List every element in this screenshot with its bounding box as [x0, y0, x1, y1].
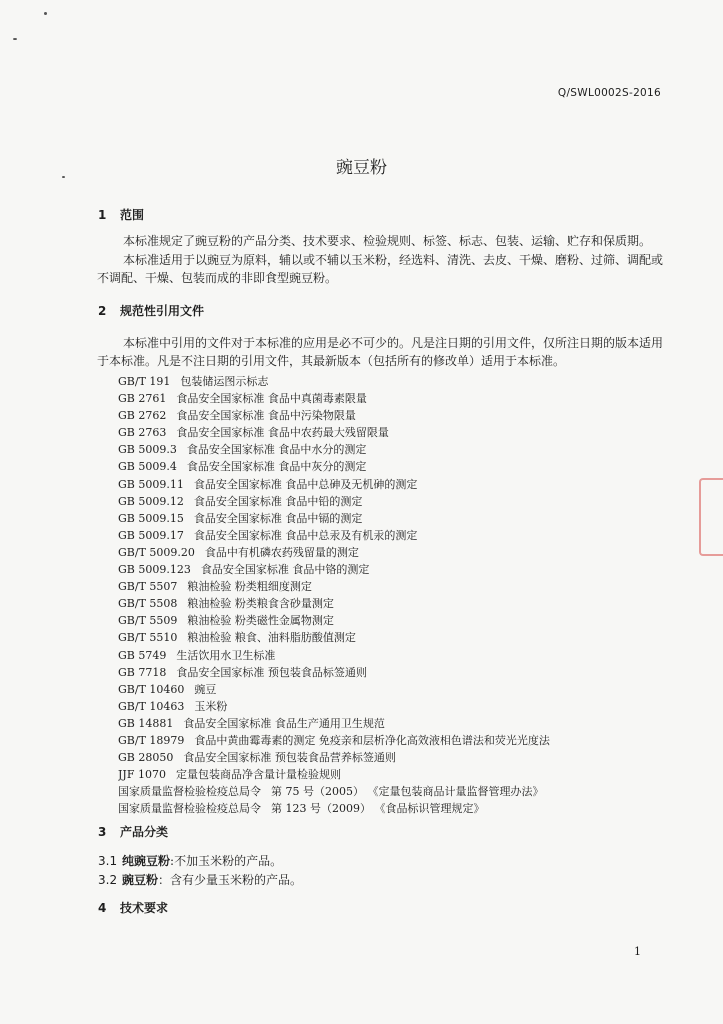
reference-title: 食品安全国家标准 预包装食品营养标签通则	[183, 751, 396, 765]
reference-item	[118, 544, 678, 561]
section-heading-classification	[98, 823, 168, 840]
item-term: 纯豌豆粉	[122, 854, 171, 868]
item-number: 3.2	[98, 873, 118, 887]
reference-code: GB 5009.17	[118, 528, 184, 542]
normative-intro: 本标准中引用的文件对于本标准的应用是必不可少的。凡是注日期的引用文件，仅所注日期的版本适用于本标准。凡是不注日期的引用文件，其最新版本（包括所有的修改单）适用于本标准。	[97, 336, 664, 368]
section-heading-scope	[98, 206, 144, 223]
section-number: 1	[98, 208, 107, 222]
reference-item	[118, 595, 678, 612]
reference-code: GB 5009.11	[118, 477, 184, 491]
reference-item	[118, 527, 678, 544]
reference-title: 食品安全国家标准 食品中水分的测定	[186, 443, 367, 457]
reference-item	[118, 612, 678, 629]
reference-code: GB 28050	[118, 751, 174, 765]
reference-code: GB 7718	[118, 665, 167, 679]
reference-code: GB/T 18979	[118, 733, 185, 747]
reference-code: JJF 1070	[118, 768, 166, 782]
reference-item	[118, 698, 678, 715]
reference-title: 第 75 号（2005） 《定量包装商品计量监督管理办法》	[271, 785, 544, 799]
reference-item	[118, 441, 678, 458]
reference-item	[118, 424, 678, 441]
item-number: 3.1	[98, 854, 118, 868]
item-description: 含有少量玉米粉的产品。	[170, 873, 303, 887]
reference-title: 食品安全国家标准 预包装食品标签通则	[176, 665, 367, 679]
scope-paragraph: 本标准适用于以豌豆为原料，辅以或不辅以玉米粉，经选料、清洗、去皮、干燥、磨粉、过筛、调配或不调配、干燥、包装而成的非即食型豌豆粉。	[97, 253, 664, 285]
reference-code: 国家质量监督检验检疫总局令	[118, 785, 261, 799]
reference-code: GB 14881	[118, 716, 174, 730]
reference-item	[118, 561, 678, 578]
reference-title: 食品中黄曲霉毒素的测定 免疫亲和层析净化高效液相色谱法和荧光光度法	[194, 733, 550, 747]
item-term: 豌豆粉	[122, 873, 159, 887]
reference-code: GB/T 5510	[118, 631, 178, 645]
reference-title: 豌豆	[194, 682, 217, 696]
reference-title: 包装储运图示标志	[180, 375, 269, 388]
reference-title: 食品安全国家标准 食品中镉的测定	[193, 511, 363, 525]
reference-title: 食品中有机磷农药残留量的测定	[204, 545, 359, 559]
reference-code: GB 5009.123	[118, 563, 191, 577]
reference-title: 粮油检验 粉类磁性金属物测定	[187, 614, 334, 628]
reference-title: 定量包装商品净含量计量检验规则	[175, 768, 341, 782]
reference-code: GB 2761	[118, 392, 167, 406]
reference-item	[118, 373, 678, 390]
section-heading-normative	[98, 302, 204, 319]
reference-title: 食品安全国家标准 食品中铅的测定	[193, 494, 363, 508]
reference-item	[118, 800, 678, 817]
reference-code: GB/T 5508	[118, 597, 178, 611]
reference-title: 食品安全国家标准 食品中农药最大残留限量	[176, 426, 389, 440]
scan-speck	[44, 12, 47, 15]
reference-code: GB/T 191	[118, 375, 171, 388]
reference-title: 食品安全国家标准 食品中真菌毒素限量	[176, 392, 367, 406]
reference-title: 食品安全国家标准 食品生产通用卫生规范	[183, 716, 385, 730]
reference-code: GB 2763	[118, 426, 167, 440]
scope-paragraph: 本标准规定了豌豆粉的产品分类、技术要求、检验规则、标签、标志、包装、运输、贮存和保质期。	[123, 234, 652, 248]
reference-item	[118, 493, 678, 510]
section-title: 技术要求	[120, 901, 169, 915]
reference-code: GB 2762	[118, 409, 167, 423]
section-title: 范围	[120, 208, 145, 222]
reference-item	[118, 732, 678, 749]
item-separator: ：	[158, 873, 171, 887]
reference-code: GB/T 10463	[118, 699, 185, 713]
reference-code: GB 5009.3	[118, 443, 177, 457]
reference-title: 粮油检验 粮食、油料脂肪酸值测定	[187, 631, 356, 645]
reference-code: GB 5009.12	[118, 494, 184, 508]
seal-stamp-fragment	[699, 478, 723, 556]
reference-title: 食品安全国家标准 食品中污染物限量	[176, 409, 356, 423]
reference-title: 粮油检验 粉类粮食含砂量测定	[187, 597, 334, 611]
reference-item	[118, 766, 678, 783]
reference-item	[118, 664, 678, 681]
reference-item	[118, 390, 678, 407]
reference-code: GB/T 5009.20	[118, 545, 195, 559]
reference-title: 第 123 号（2009） 《食品标识管理规定》	[271, 802, 485, 816]
reference-code: GB/T 5509	[118, 614, 178, 628]
section-number: 2	[98, 304, 107, 318]
reference-title: 食品安全国家标准 食品中总汞及有机汞的测定	[193, 528, 418, 542]
classification-item	[98, 871, 302, 888]
standard-code: Q/SWL0002S-2016	[557, 87, 661, 99]
scan-speck	[13, 38, 17, 40]
reference-code: 国家质量监督检验检疫总局令	[118, 802, 261, 816]
reference-list	[118, 373, 678, 817]
item-separator: :	[170, 854, 175, 868]
item-description: 不加玉米粉的产品。	[174, 854, 283, 868]
reference-item	[118, 715, 678, 732]
reference-title: 食品安全国家标准 食品中灰分的测定	[186, 460, 367, 474]
reference-code: GB/T 5507	[118, 580, 178, 594]
reference-item	[118, 647, 678, 664]
reference-item	[118, 629, 678, 646]
reference-title: 生活饮用水卫生标准	[176, 648, 276, 662]
reference-title: 食品安全国家标准 食品中铬的测定	[200, 563, 370, 577]
reference-item	[118, 476, 678, 493]
reference-title: 食品安全国家标准 食品中总砷及无机砷的测定	[193, 477, 418, 491]
reference-title: 玉米粉	[194, 699, 228, 713]
classification-item	[98, 852, 282, 869]
reference-code: GB 5009.4	[118, 460, 177, 474]
reference-code: GB 5749	[118, 648, 167, 662]
page-number: 1	[634, 945, 641, 958]
section-number: 4	[98, 901, 107, 915]
reference-item	[118, 510, 678, 527]
document-title: 豌豆粉	[336, 158, 387, 178]
reference-code: GB/T 10460	[118, 682, 185, 696]
section-number: 3	[98, 825, 107, 839]
section-heading-technical	[98, 899, 168, 916]
reference-item	[118, 578, 678, 595]
reference-item	[118, 681, 678, 698]
reference-title: 粮油检验 粉类粗细度测定	[187, 580, 312, 594]
reference-item	[118, 749, 678, 766]
reference-item	[118, 407, 678, 424]
section-title: 规范性引用文件	[120, 304, 205, 318]
reference-item	[118, 783, 678, 800]
reference-code: GB 5009.15	[118, 511, 184, 525]
reference-item	[118, 458, 678, 475]
section-title: 产品分类	[120, 825, 169, 839]
